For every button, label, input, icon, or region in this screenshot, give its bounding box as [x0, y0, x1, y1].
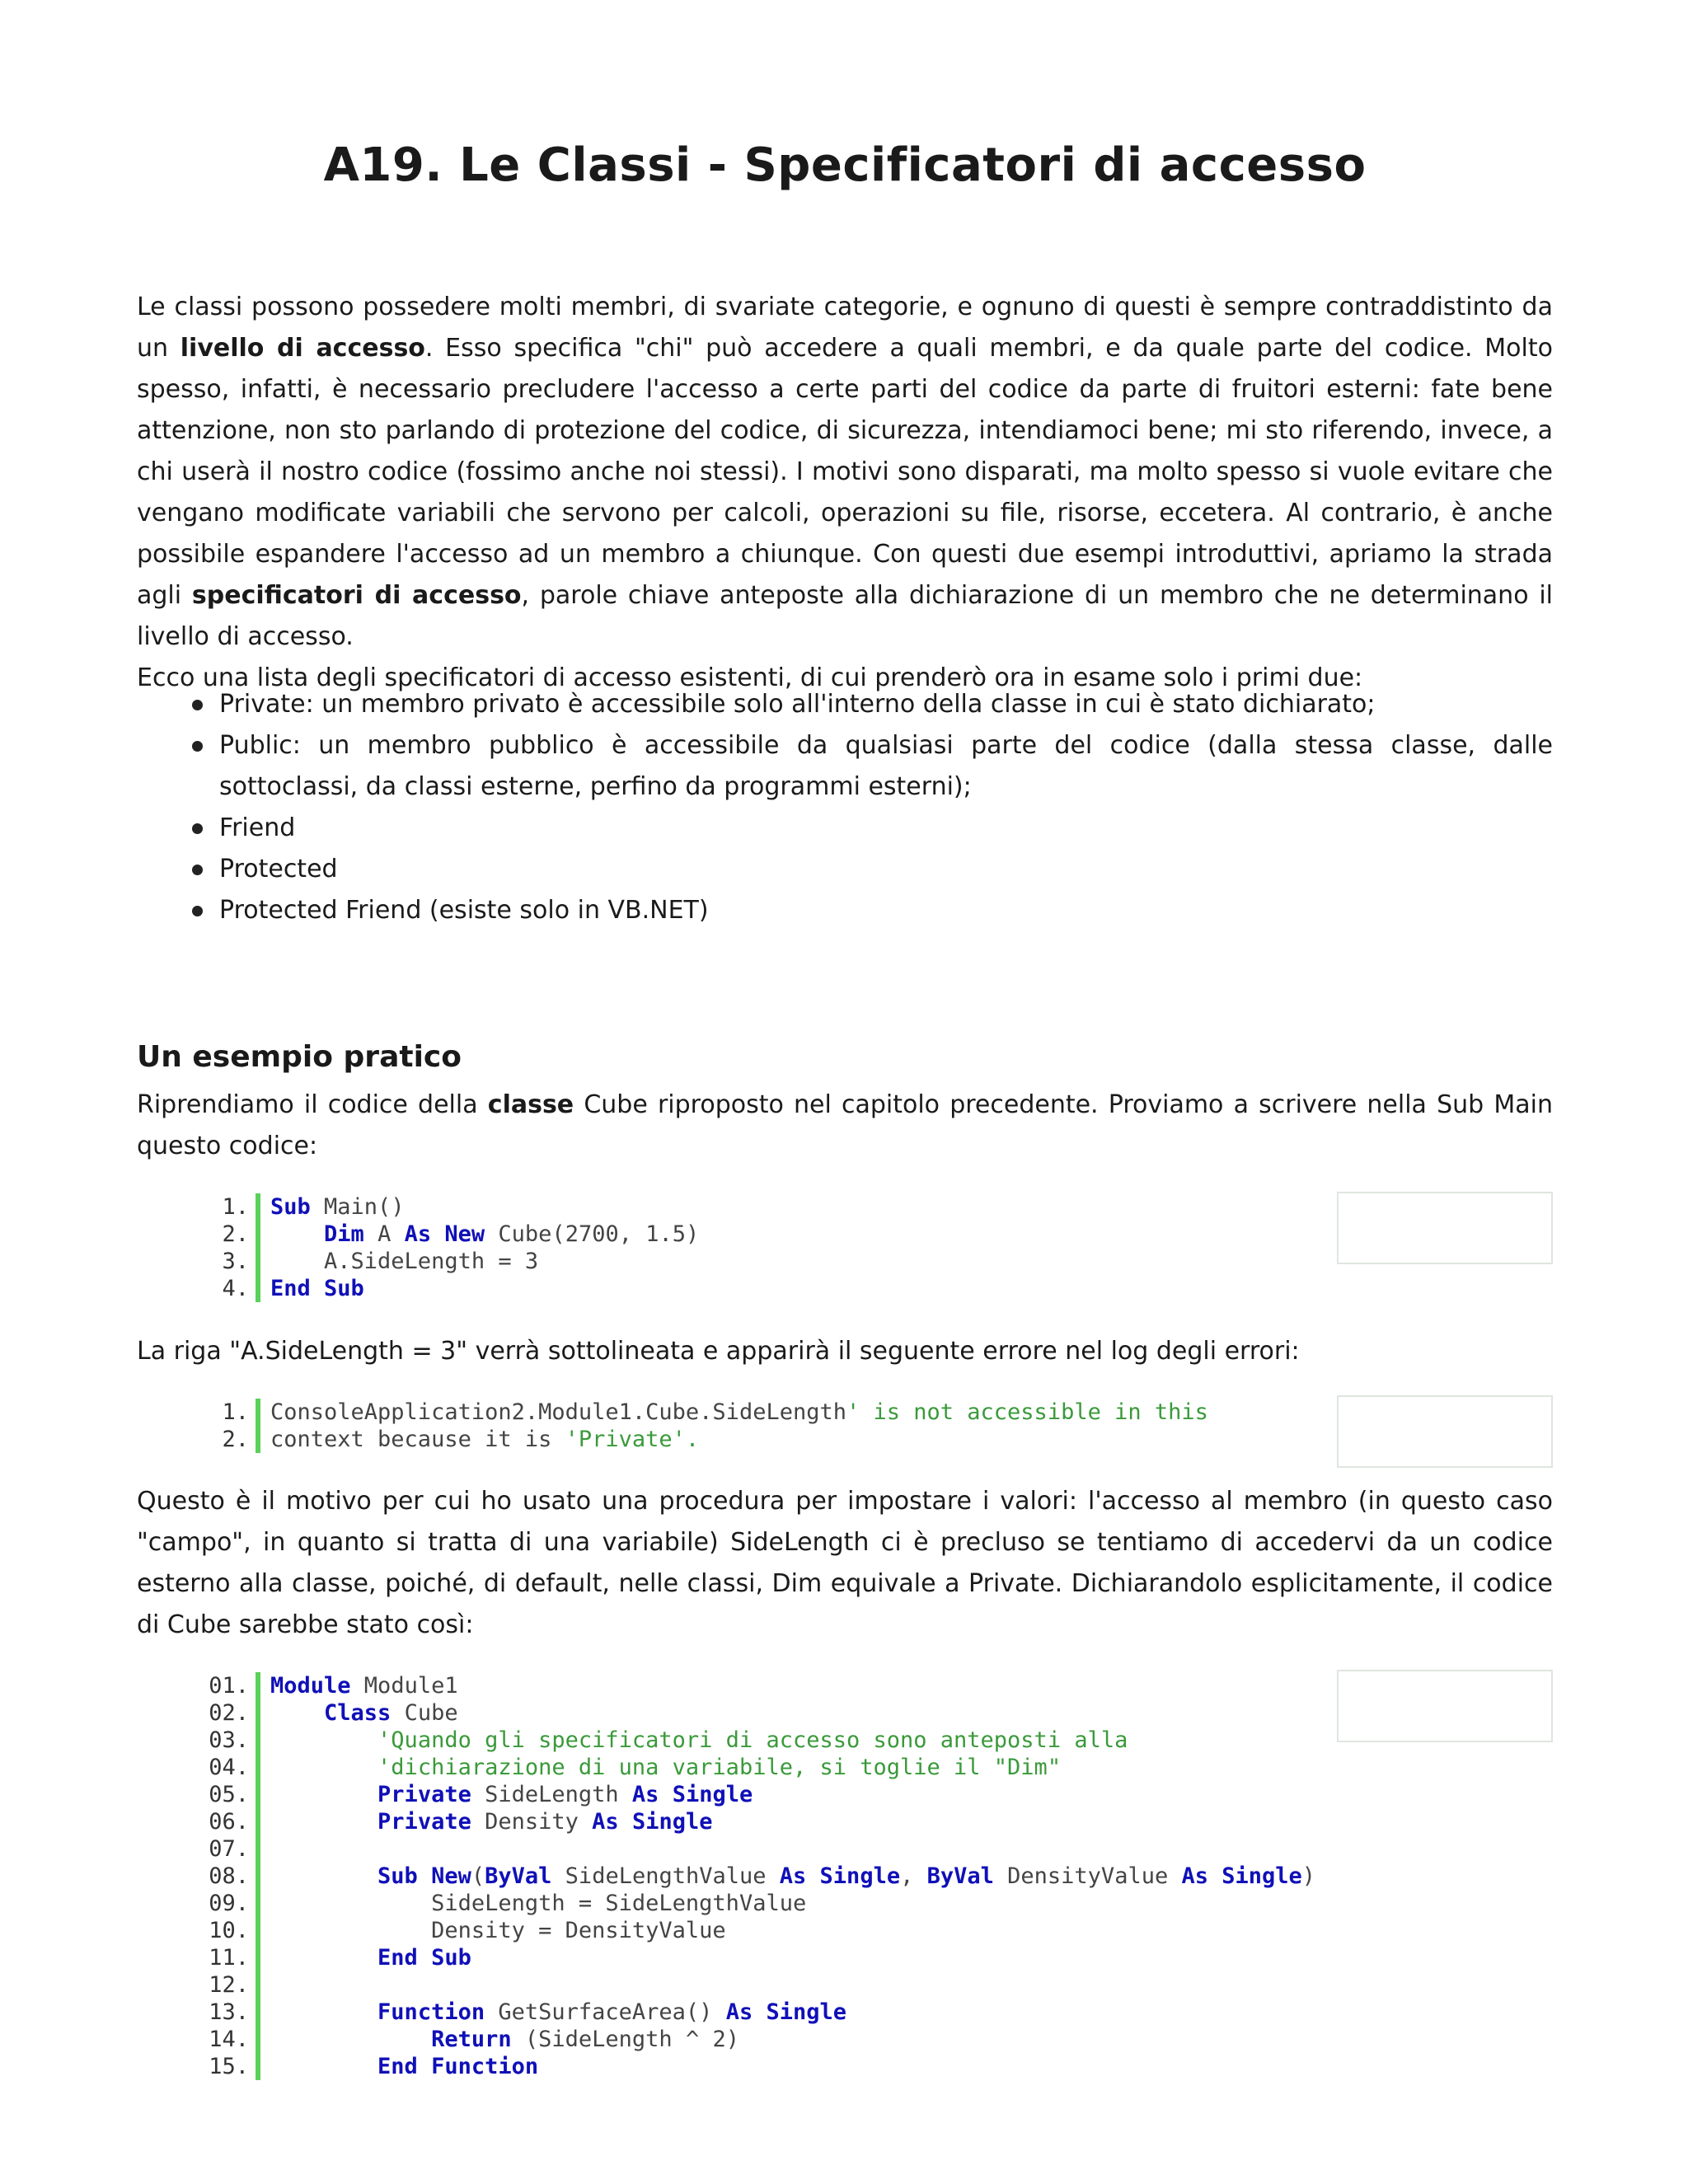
- line-number: 3.: [222, 1249, 249, 1274]
- code-token: [270, 1755, 377, 1780]
- code-text: [256, 1944, 1373, 1971]
- code-keyword: Single: [766, 1999, 847, 2025]
- code-line: [170, 1221, 1373, 1248]
- code-keyword: Function: [431, 2054, 539, 2079]
- section-bold: classe: [487, 1090, 574, 1119]
- code-comment: ' is not accessible in this: [846, 1399, 1208, 1425]
- intro-text-2: . Esso specifica "chi" può accedere a quali membri, e da quale parte del codice. Molto spesso, infatti, è necessario precludere l'accesso a certe parti del codice da parte di fruitori esterni: fate bene attenzione, non sto parlando di protezione del codice, di sicurezza, intendiamoci bene; mi sto riferendo, invece, a chi userà il nostro codice (fossimo anche noi stessi). I motivi sono disparati, ma molto spesso si vuole evitare che vengano modificate variabili che servono per calcoli, operazioni su file, risorse, eccetera. Al contrario, è anche possibile espandere l'accesso ad un membro a chiunque. Con questi due esempi introduttivi, apriamo la strada agli: [137, 334, 1553, 610]
- code-token: Density = DensityValue: [270, 1918, 726, 1943]
- code-text: [256, 1754, 1373, 1781]
- line-number: 06.: [209, 1809, 249, 1835]
- code-token: [270, 1809, 377, 1835]
- code-line: [170, 2026, 1373, 2053]
- line-number: 05.: [209, 1782, 249, 1807]
- code-line: [170, 1399, 1373, 1426]
- list-item: Protected Friend (esiste solo in VB.NET): [137, 890, 1553, 931]
- code-text: [256, 1275, 1373, 1302]
- code-token: SideLength = SideLengthValue: [270, 1891, 807, 1916]
- code-keyword: As: [725, 1999, 753, 2025]
- code-keyword: New: [444, 1221, 485, 1247]
- code-token: [270, 2027, 431, 2052]
- code-keyword: ByVal: [926, 1863, 994, 1889]
- code-keyword: Class: [324, 1700, 392, 1726]
- code-text: [256, 1399, 1373, 1426]
- code-token: [619, 1809, 632, 1835]
- code-line: [170, 1248, 1373, 1275]
- code-token: [418, 1863, 431, 1889]
- line-number: 02.: [209, 1700, 249, 1726]
- line-number: 1.: [222, 1399, 249, 1425]
- intro-bold-1: livello di accesso: [180, 334, 425, 363]
- code-token: [270, 2054, 377, 2079]
- code-token: [270, 1700, 324, 1726]
- code-line: [170, 1699, 1373, 1727]
- code-comment: 'Quando gli specificatori di accesso sono anteposti alla: [377, 1727, 1128, 1753]
- section-heading: Un esempio pratico: [137, 1040, 462, 1074]
- code-keyword: As: [1181, 1863, 1208, 1889]
- code-keyword: New: [431, 1863, 471, 1889]
- code-keyword: Sub: [270, 1194, 311, 1220]
- code-token: ,: [900, 1863, 927, 1889]
- code-text: [256, 1808, 1373, 1835]
- code-token: [270, 1727, 377, 1753]
- error-intro-paragraph: La riga "A.SideLength = 3" verrà sottolineata e apparirà il seguente errore nel log degli errori:: [137, 1337, 1300, 1366]
- line-number: 03.: [209, 1727, 249, 1753]
- code-keyword: Single: [631, 1809, 713, 1835]
- code-token: Cube(2700, 1.5): [485, 1221, 700, 1247]
- line-number: 1.: [222, 1194, 249, 1220]
- code-keyword: As: [592, 1809, 619, 1835]
- code-token: (SideLength ^ 2): [511, 2027, 739, 2052]
- code-line: [170, 1999, 1373, 2026]
- code-text: [256, 1672, 1373, 1699]
- line-number: 15.: [209, 2054, 249, 2079]
- code-token: [418, 2054, 431, 2079]
- code-line: [170, 1971, 1373, 1999]
- code-keyword: Return: [431, 2027, 512, 2052]
- line-number: 01.: [209, 1673, 249, 1699]
- code-text: [256, 1917, 1373, 1944]
- code-token: Density: [471, 1809, 593, 1835]
- code-text: [256, 1999, 1373, 2026]
- code-token: [270, 1945, 377, 1971]
- code-token: [270, 1221, 324, 1247]
- code-text: [256, 1193, 1373, 1221]
- intro-text-4: Ecco una lista degli specificatori di accesso esistenti, di cui prenderò ora in esame solo i primi due:: [137, 663, 1363, 692]
- code-keyword: Single: [672, 1782, 753, 1807]
- code-token: DensityValue: [993, 1863, 1182, 1889]
- code-keyword: As: [631, 1782, 659, 1807]
- code-text: [256, 1781, 1373, 1808]
- line-number: 11.: [209, 1945, 249, 1971]
- code-text: [256, 1727, 1373, 1754]
- code-token: SideLength: [471, 1782, 632, 1807]
- list-item: Protected: [137, 849, 1553, 890]
- line-number: 12.: [209, 1972, 249, 1998]
- page-title: A19. Le Classi - Specificatori di accesso: [323, 138, 1367, 192]
- code-token: ConsoleApplication2.Module1.Cube.SideLength: [270, 1399, 846, 1425]
- code-line: [170, 1426, 1373, 1453]
- code-keyword: End: [377, 2054, 418, 2079]
- code-token: [806, 1863, 819, 1889]
- code-block-1: [170, 1193, 1373, 1302]
- code-keyword: End: [270, 1276, 311, 1301]
- code-line: [170, 1193, 1373, 1221]
- code-line: [170, 1754, 1373, 1781]
- code-text: [256, 1971, 1373, 1999]
- code-token: A.SideLength = 3: [270, 1249, 539, 1274]
- code-line: [170, 1917, 1373, 1944]
- code-keyword: Sub: [377, 1863, 418, 1889]
- code-token: [1208, 1863, 1221, 1889]
- code-line: [170, 1672, 1373, 1699]
- code-text: [256, 1890, 1373, 1917]
- intro-paragraph: [137, 287, 1553, 699]
- code-token: Module1: [350, 1673, 458, 1699]
- code-keyword: Private: [377, 1809, 471, 1835]
- code-comment: 'dichiarazione di una variabile, si toglie il "Dim": [377, 1755, 1062, 1780]
- section-paragraph: [137, 1085, 1553, 1167]
- code-block-2: [170, 1399, 1373, 1453]
- code-line: [170, 1781, 1373, 1808]
- intro-text-3: , parole chiave anteposte alla dichiarazione di un membro che ne determinano il livello di accesso.: [137, 581, 1553, 651]
- code-token: [431, 1221, 444, 1247]
- code-text: [256, 1863, 1373, 1890]
- code-comment: 'Private'.: [565, 1427, 700, 1452]
- section-text-2: Cube riproposto nel capitolo precedente. Proviamo a scrivere nella Sub Main questo codice:: [137, 1090, 1553, 1160]
- code-text: [256, 2026, 1373, 2053]
- code-line: [170, 1808, 1373, 1835]
- code-token: [659, 1782, 672, 1807]
- code-token: [311, 1276, 324, 1301]
- code-text: [256, 1699, 1373, 1727]
- code-line: [170, 1944, 1373, 1971]
- code-line: [170, 1890, 1373, 1917]
- code-text: [256, 1835, 1373, 1863]
- code-keyword: End: [377, 1945, 418, 1971]
- section-text-1: Riprendiamo il codice della: [137, 1090, 488, 1119]
- code-line: [170, 1835, 1373, 1863]
- line-number: 2.: [222, 1221, 249, 1247]
- code-line: [170, 2053, 1373, 2080]
- code-token: SideLengthValue: [551, 1863, 780, 1889]
- list-item: Private: un membro privato è accessibile solo all'interno della classe in cui è stato dichiarato;: [137, 684, 1553, 725]
- code-token: [418, 1945, 431, 1971]
- access-specifier-list: [137, 684, 1553, 931]
- code-token: context because it is: [270, 1427, 565, 1452]
- code-line: [170, 1275, 1373, 1302]
- code-toolbar-box-3[interactable]: [1337, 1670, 1553, 1742]
- code-keyword: As: [779, 1863, 807, 1889]
- code-token: A: [363, 1221, 405, 1247]
- line-number: 08.: [209, 1863, 249, 1889]
- code-token: ): [1301, 1863, 1316, 1889]
- code-token: [270, 1782, 377, 1807]
- code-text: [256, 1426, 1373, 1453]
- code-keyword: Sub: [324, 1276, 364, 1301]
- code-line: [170, 1863, 1373, 1890]
- explanation-paragraph: Questo è il motivo per cui ho usato una procedura per impostare i valori: l'accesso al membro (in questo caso "campo", in quanto si tratta di una variabile) SideLength ci è precluso se tentiamo di accedervi da un codice esterno alla classe, poiché, di default, nelle classi, Dim equivale a Private. Dichiarandolo esplicitamente, il codice di Cube sarebbe stato così:: [137, 1487, 1553, 1639]
- code-token: [270, 1999, 377, 2025]
- code-toolbar-box-1[interactable]: [1337, 1192, 1553, 1264]
- list-item: Public: un membro pubblico è accessibile da qualsiasi parte del codice (dalla stessa classe, dalle sottoclassi, da classi esterne, perfino da programmi esterni);: [137, 725, 1553, 808]
- line-number: 10.: [209, 1918, 249, 1943]
- code-keyword: Dim: [324, 1221, 364, 1247]
- code-keyword: Private: [377, 1782, 471, 1807]
- code-keyword: ByVal: [485, 1863, 552, 1889]
- code-token: GetSurfaceArea(): [485, 1999, 726, 2025]
- line-number: 09.: [209, 1891, 249, 1916]
- code-text: [256, 2053, 1373, 2080]
- line-number: 07.: [209, 1836, 249, 1862]
- line-number: 04.: [209, 1755, 249, 1780]
- list-item: Friend: [137, 808, 1553, 849]
- code-line: [170, 1727, 1373, 1754]
- code-token: (: [471, 1863, 485, 1889]
- code-text: [256, 1248, 1373, 1275]
- code-token: Main(): [310, 1194, 405, 1220]
- code-keyword: As: [404, 1221, 432, 1247]
- intro-text-1: Le classi possono possedere molti membri, di svariate categorie, e ognuno di questi è sempre contraddistinto da un: [137, 293, 1553, 363]
- code-token: Cube: [391, 1700, 458, 1726]
- code-token: [270, 1863, 377, 1889]
- line-number: 2.: [222, 1427, 249, 1452]
- code-token: [753, 1999, 766, 2025]
- line-number: 14.: [209, 2027, 249, 2052]
- code-keyword: Module: [270, 1673, 351, 1699]
- code-keyword: Sub: [431, 1945, 471, 1971]
- code-keyword: Single: [819, 1863, 901, 1889]
- code-block-3: [170, 1672, 1373, 2080]
- code-keyword: Function: [377, 1999, 485, 2025]
- code-text: [256, 1221, 1373, 1248]
- line-number: 4.: [222, 1276, 249, 1301]
- intro-bold-2: specificatori di accesso: [191, 581, 522, 610]
- line-number: 13.: [209, 1999, 249, 2025]
- code-toolbar-box-2[interactable]: [1337, 1395, 1553, 1468]
- code-keyword: Single: [1221, 1863, 1302, 1889]
